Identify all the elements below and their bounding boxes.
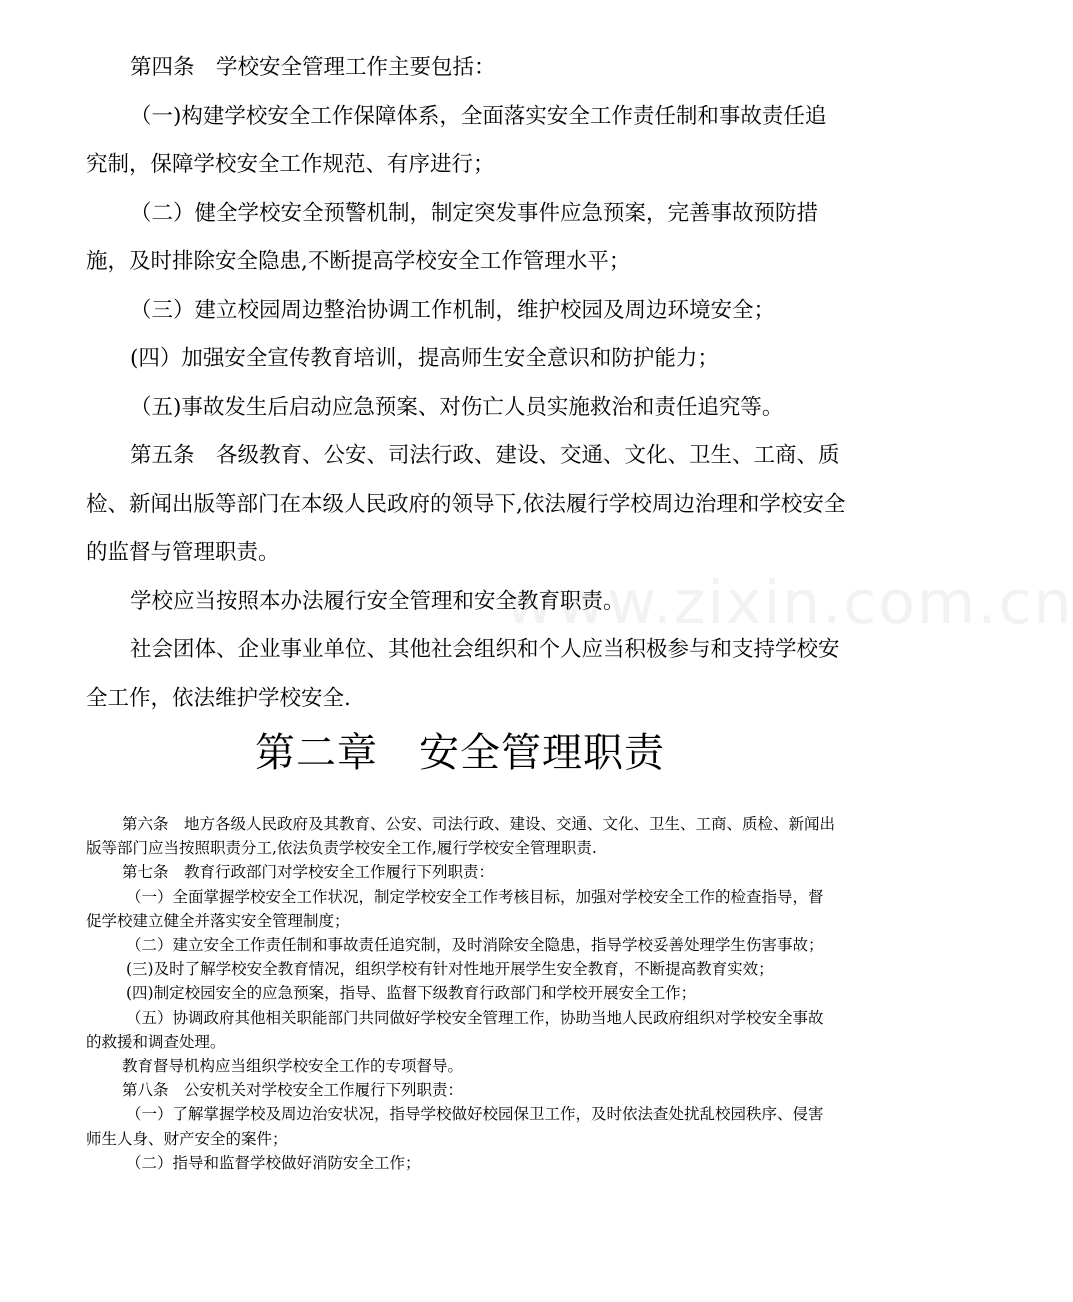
- article-8-item-2: （二）指导和监督学校做好消防安全工作；: [126, 1153, 421, 1172]
- article-7-heading: 第七条 教育行政部门对学校安全工作履行下列职责：: [122, 863, 495, 882]
- article-5-school-duty: 学校应当按照本办法履行安全管理和安全教育职责。: [130, 588, 625, 614]
- article-4-item-3: （三）建立校园周边整治协调工作机制，维护校园及周边环境安全；: [130, 297, 776, 323]
- article-6: 第六条 地方各级人民政府及其教育、公安、司法行政、建设、交通、文化、卫生、工商、质检、新闻出版等部门应当按照职责分工,依法负责学校安全工作,履行学校安全管理职责.: [86, 815, 836, 858]
- article-8-heading: 第八条 公安机关对学校安全工作履行下列职责：: [122, 1081, 464, 1100]
- article-7-supervision: 教育督导机构应当组织学校安全工作的专项督导。: [122, 1057, 464, 1076]
- chapter-title: 第二章 安全管理职责: [255, 730, 665, 776]
- article-7-item-2: （二）建立安全工作责任制和事故责任追究制，及时消除安全隐患，指导学校妥善处理学生伤害事故；: [126, 936, 824, 955]
- article-7-item-5: （五）协调政府其他相关职能部门共同做好学校安全管理工作，协助当地人民政府组织对学校安全事故的救援和调查处理。: [86, 1008, 824, 1051]
- section-bottom: [86, 812, 836, 1175]
- watermark: www.zixin.com.cn: [505, 568, 1073, 638]
- article-8-item-1: （一）了解掌握学校及周边治安状况，指导学校做好校园保卫工作，及时依法查处扰乱校园秩序、侵害师生人身、财产安全的案件；: [86, 1105, 824, 1148]
- article-5-society-duty: 社会团体、企业事业单位、其他社会组织和个人应当积极参与和支持学校安全工作，依法维护学校安全.: [86, 637, 840, 711]
- article-4-heading: 第四条 学校安全管理工作主要包括：: [130, 55, 496, 80]
- article-4-item-2: （二）健全学校安全预警机制，制定突发事件应急预案，完善事故预防措施，及时排除安全隐患,不断提高学校安全工作管理水平；: [86, 200, 819, 274]
- article-4-item-4: (四）加强安全宣传教育培训，提高师生安全意识和防护能力；: [130, 346, 719, 371]
- article-5: 第五条 各级教育、公安、司法行政、建设、交通、文化、卫生、工商、质检、新闻出版等部门在本级人民政府的领导下,依法履行学校周边治理和学校安全的监督与管理职责。: [86, 443, 846, 565]
- article-7-item-4: (四)制定校园安全的应急预案，指导、监督下级教育行政部门和学校开展安全工作；: [126, 984, 697, 1003]
- article-4-item-5: （五)事故发生后启动应急预案、对伤亡人员实施救治和责任追究等。: [130, 394, 784, 420]
- article-7-item-3: (三)及时了解学校安全教育情况，组织学校有针对性地开展学生安全教育，不断提高教育实效；: [126, 960, 774, 979]
- article-7-item-1: （一）全面掌握学校安全工作状况，制定学校安全工作考核目标，加强对学校安全工作的检查指导，督促学校建立健全并落实安全管理制度；: [86, 887, 824, 930]
- section-top: [86, 44, 846, 723]
- article-4-item-1: （一)构建学校安全工作保障体系，全面落实安全工作责任制和事故责任追究制，保障学校安全工作规范、有序进行；: [86, 103, 827, 177]
